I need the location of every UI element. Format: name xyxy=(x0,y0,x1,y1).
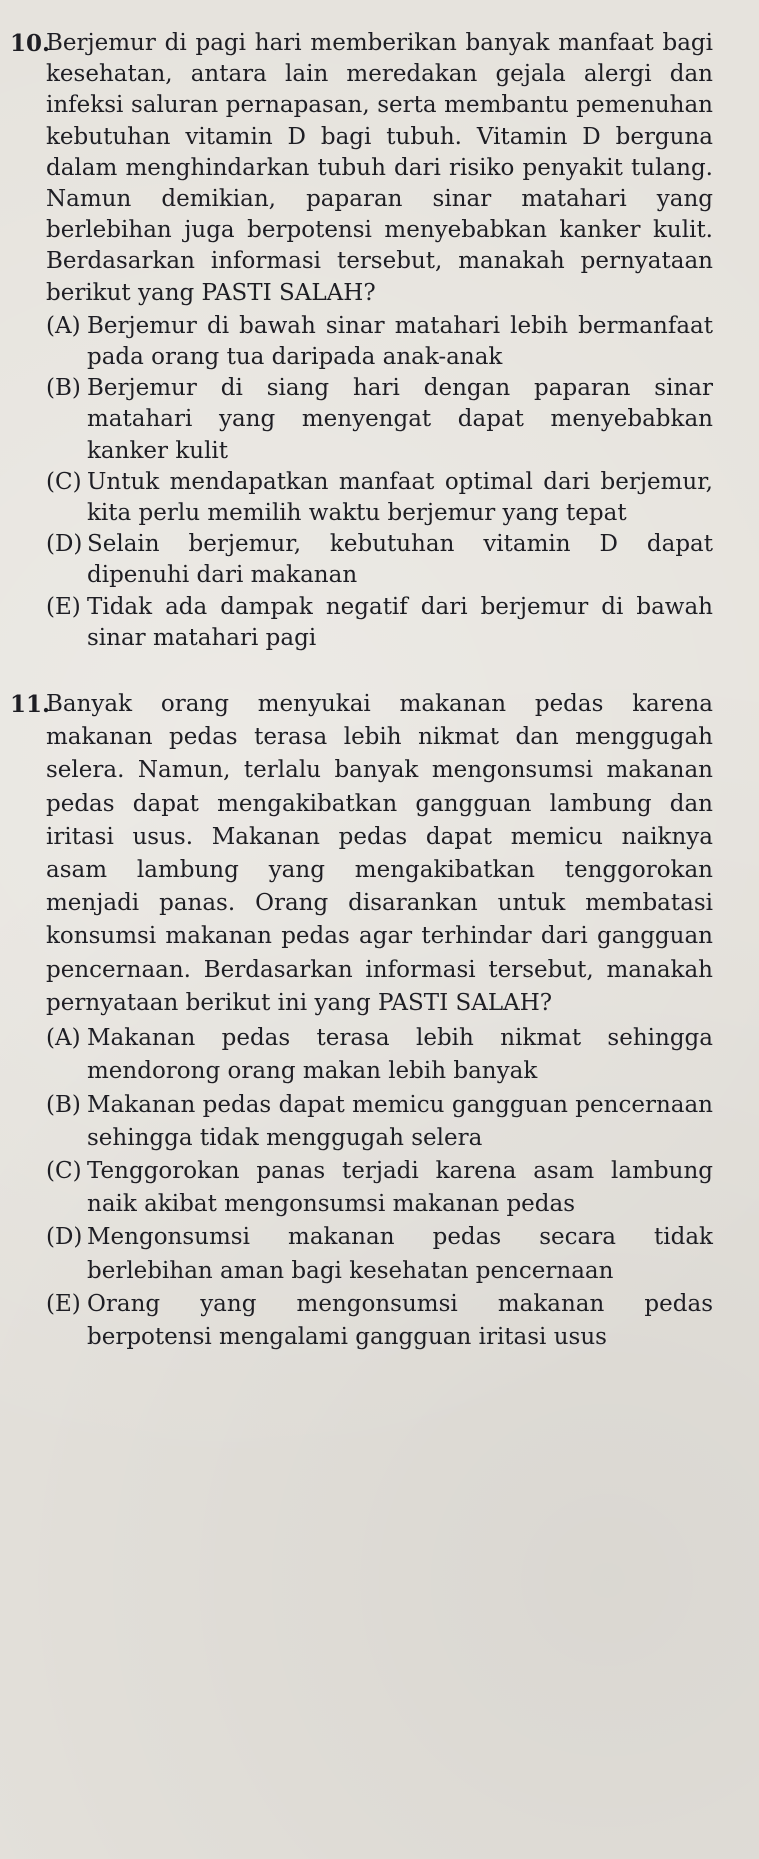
option-text: Orang yang mengonsumsi makanan pedas berpotensi mengalami gangguan iritasi usus xyxy=(87,1290,713,1350)
option-text: Tenggorokan panas terjadi karena asam lambung naik akibat mengonsumsi makanan pedas xyxy=(87,1157,713,1218)
option-d xyxy=(46,1221,713,1287)
option-text: Berjemur di bawah sinar matahari lebih bermanfaat pada orang tua daripada anak-anak xyxy=(87,312,713,371)
option-label: (A) xyxy=(46,1025,81,1052)
option-label: (E) xyxy=(46,593,81,620)
option-b xyxy=(46,373,713,467)
option-e xyxy=(46,592,713,654)
option-label: (B) xyxy=(46,375,81,402)
option-label: (D) xyxy=(46,531,83,558)
option-text: Makanan pedas terasa lebih nikmat sehingga mendorong orang makan lebih banyak xyxy=(87,1025,713,1085)
option-a xyxy=(46,1022,713,1088)
option-label: (B) xyxy=(46,1091,81,1118)
answer-options xyxy=(46,311,713,654)
option-label: (D) xyxy=(46,1224,83,1251)
option-text: Berjemur di siang hari dengan paparan sinar matahari yang menyengat dapat menyebabkan kanker kulit xyxy=(87,375,713,464)
option-label: (C) xyxy=(46,468,82,495)
option-text: Untuk mendapatkan manfaat optimal dari berjemur, kita perlu memilih waktu berjemur yang tepat xyxy=(87,468,713,527)
question-number: 11. xyxy=(10,691,51,719)
option-b xyxy=(46,1089,713,1155)
option-label: (A) xyxy=(46,312,81,339)
option-a xyxy=(46,311,713,373)
option-text: Selain berjemur, kebutuhan vitamin D dapat dipenuhi dari makanan xyxy=(87,531,713,589)
question-number: 10. xyxy=(10,30,51,57)
option-label: (C) xyxy=(46,1157,82,1184)
question-10 xyxy=(10,28,713,654)
question-11 xyxy=(10,688,713,1354)
option-c xyxy=(46,467,713,529)
option-text: Mengonsumsi makanan pedas secara tidak berlebihan aman bagi kesehatan pencernaan xyxy=(87,1224,713,1284)
option-label: (E) xyxy=(46,1290,81,1317)
option-c xyxy=(46,1155,713,1221)
option-e xyxy=(46,1288,713,1354)
option-d xyxy=(46,529,713,591)
question-text: Berjemur di pagi hari memberikan banyak manfaat bagi kesehatan, antara lain meredakan gejala alergi dan infeksi saluran pernapasan, serta membantu pemenuhan kebutuhan vitamin D bagi tubuh. Vitamin D berguna dalam menghindarkan tubuh dari risiko penyakit tulang. Namun demikian, paparan sinar matahari yang berlebihan juga berpotensi menyebabkan kanker kulit. Berdasarkan informasi tersebut, manakah pernyataan berikut yang PASTI SALAH? xyxy=(46,30,713,306)
option-text: Tidak ada dampak negatif dari berjemur di bawah sinar matahari pagi xyxy=(87,593,713,651)
answer-options xyxy=(46,1022,713,1354)
option-text: Makanan pedas dapat memicu gangguan pencernaan sehingga tidak menggugah selera xyxy=(87,1091,713,1151)
question-text: Banyak orang menyukai makanan pedas karena makanan pedas terasa lebih nikmat dan menggugah selera. Namun, terlalu banyak mengonsumsi makanan pedas dapat mengakibatkan gangguan lambung dan iritasi usus. Makanan pedas dapat memicu naiknya asam lambung yang mengakibatkan tenggorokan menjadi panas. Orang disarankan untuk membatasi konsumsi makanan pedas agar terhindar dari gangguan pencernaan. Berdasarkan informasi tersebut, manakah pernyataan berikut ini yang PASTI SALAH? xyxy=(46,691,713,1016)
